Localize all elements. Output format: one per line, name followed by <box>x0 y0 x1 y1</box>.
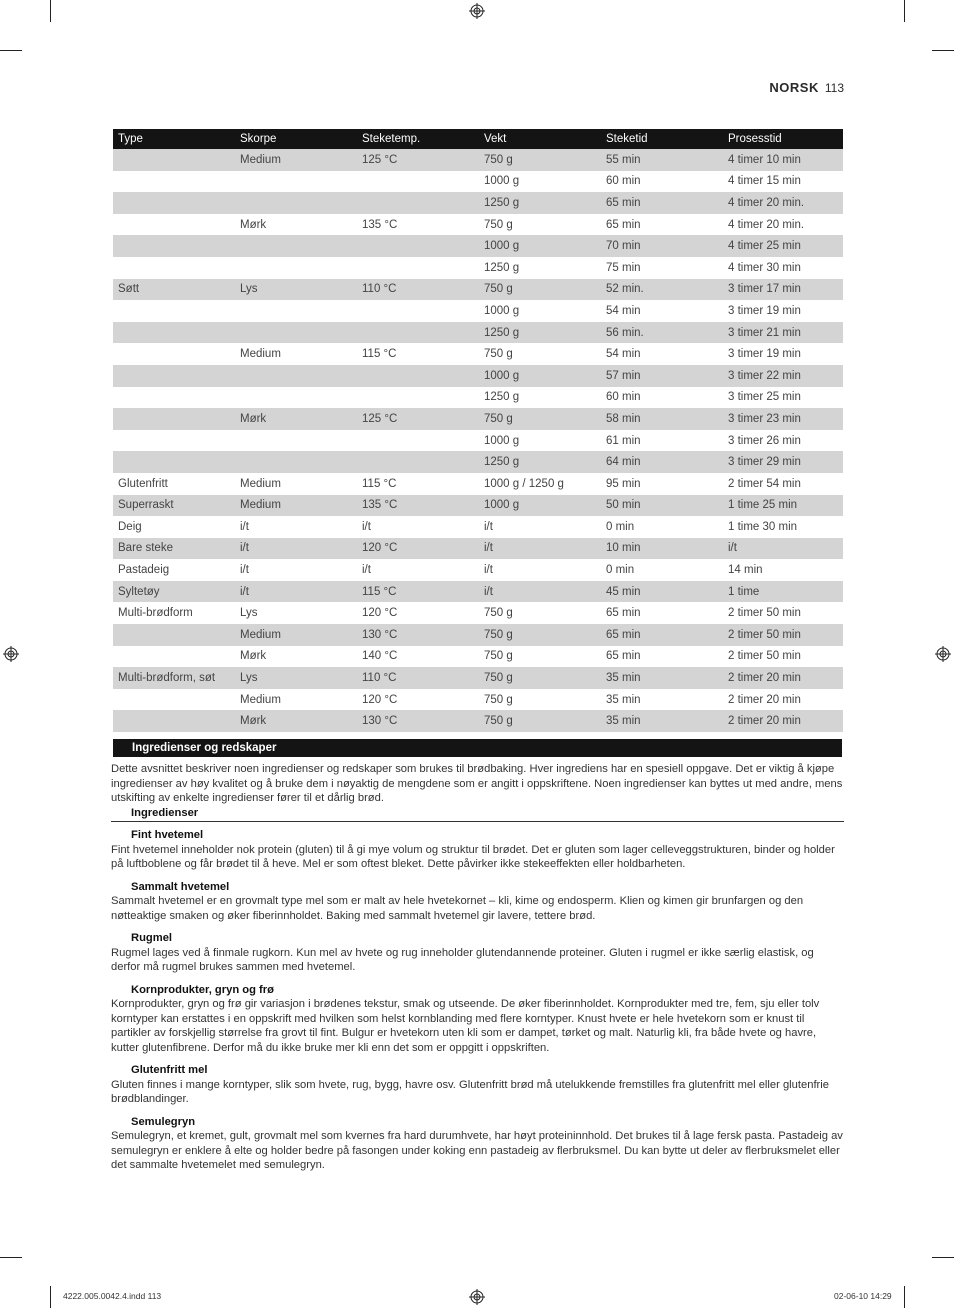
cell-crust: Lys <box>235 667 357 689</box>
cell-baking-time: 54 min <box>606 304 641 317</box>
cell-baking-time: 75 min <box>606 261 641 274</box>
cell-type <box>113 365 235 387</box>
table-row <box>113 171 843 193</box>
table-row <box>113 214 843 236</box>
cell-baking-time: 56 min. <box>601 322 723 344</box>
cell-process-time: 4 timer 15 min <box>728 175 801 188</box>
cell-type: Superraskt <box>113 495 235 517</box>
cell-crust: i/t <box>235 538 357 560</box>
table-row <box>113 300 843 322</box>
cell-weight: 1000 g <box>484 434 520 447</box>
cell-process-time: 4 timer 30 min <box>728 261 801 274</box>
cell-temperature <box>357 387 479 409</box>
table-row <box>113 559 843 581</box>
cell-process-time: 3 timer 26 min <box>728 434 801 447</box>
ingredient-item <box>111 1063 844 1107</box>
cell-weight: 1000 g <box>484 304 520 317</box>
ingredient-title: Glutenfritt mel <box>131 1064 208 1076</box>
cell-temperature <box>357 235 479 257</box>
cell-process-time: 3 timer 19 min <box>728 304 801 317</box>
table-row <box>113 279 843 301</box>
ingredient-list <box>111 828 844 1173</box>
cell-weight: 750 g <box>479 408 601 430</box>
cell-crust: Mørk <box>240 218 267 231</box>
cell-type <box>113 646 235 668</box>
cell-process-time: 4 timer 25 min <box>723 235 843 257</box>
table-row <box>113 646 843 668</box>
cell-type <box>113 257 235 279</box>
cell-process-time: 2 timer 50 min <box>723 624 843 646</box>
cell-process-time: 14 min <box>728 564 763 577</box>
cell-weight: 750 g <box>479 279 601 301</box>
cell-process-time: 3 timer 29 min <box>723 451 843 473</box>
cell-weight: 1250 g <box>484 391 520 404</box>
cell-baking-time: 65 min <box>601 192 723 214</box>
table-body <box>113 149 843 732</box>
cell-temperature <box>357 365 479 387</box>
cell-type: Bare steke <box>113 538 235 560</box>
ingredient-title: Semulegryn <box>131 1115 196 1128</box>
table-row <box>113 257 843 279</box>
cell-temperature <box>357 300 479 322</box>
cell-type <box>113 387 235 409</box>
crop-mark <box>50 1286 51 1308</box>
crop-mark <box>0 50 22 51</box>
ingredient-description: Fint hvetemel inneholder nok protein (gluten) til å gi mye volum og struktur til brødet. Det er gluten som lager celleveggstrukturen, binder og holder på luftboblene og får brødet til å heve. Mel er som oftest bleket. Dette påvirker ikke stekeeffekten eller holdbarheten. <box>111 843 835 870</box>
cell-crust <box>235 235 357 257</box>
cell-temperature <box>357 322 479 344</box>
cell-temperature: 135 °C <box>362 218 398 231</box>
cell-type <box>113 149 235 171</box>
cell-baking-time: 60 min <box>606 175 641 188</box>
cell-crust <box>235 365 357 387</box>
cell-baking-time: 52 min. <box>601 279 723 301</box>
cell-type: Syltetøy <box>113 581 235 603</box>
cell-baking-time: 70 min <box>601 235 723 257</box>
table-row <box>113 667 843 689</box>
cell-baking-time: 35 min <box>606 693 641 706</box>
cell-weight: 1250 g <box>479 322 601 344</box>
cell-temperature <box>357 192 479 214</box>
cell-temperature: 125 °C <box>357 408 479 430</box>
cell-process-time: 3 timer 17 min <box>723 279 843 301</box>
table-row <box>113 235 843 257</box>
cell-type <box>113 235 235 257</box>
cell-process-time: 1 time 25 min <box>723 495 843 517</box>
cell-baking-time: 65 min <box>606 218 641 231</box>
crop-mark <box>932 50 954 51</box>
cell-type <box>113 408 235 430</box>
ingredient-description: Semulegryn, et kremet, gult, grovmalt mel som kvernes fra hard durumhvete, har høyt proteininnhold. Det brukes til å lage fersk pasta. Pastadeig av semulegryn er enklere å elte og holder bedre på fasongen under koking enn pastadeig av flerbruksmel. Du kan bytte ut deler av flerbruksmelet eller det sammalte hvetemelet med semulegryn. <box>111 1130 843 1171</box>
section-content <box>111 762 844 1173</box>
table-row <box>113 365 843 387</box>
cell-crust: Medium <box>235 149 357 171</box>
table-row <box>113 387 843 409</box>
ingredient-item <box>111 1115 844 1173</box>
baking-program-table <box>113 129 843 732</box>
registration-mark-icon <box>469 3 485 19</box>
cell-temperature: 130 °C <box>357 624 479 646</box>
cell-baking-time: 55 min <box>601 149 723 171</box>
cell-crust <box>235 300 357 322</box>
table-row <box>113 473 843 495</box>
cell-type <box>113 689 235 711</box>
cell-process-time: 2 timer 50 min <box>728 607 801 620</box>
ingredient-item <box>111 931 844 975</box>
cell-temperature <box>357 171 479 193</box>
cell-crust <box>235 451 357 473</box>
table-header-row <box>113 129 843 149</box>
cell-process-time: 4 timer 10 min <box>723 149 843 171</box>
registration-mark-icon <box>3 646 19 662</box>
cell-type <box>113 343 235 365</box>
cell-type: Multi-brødform, søt <box>113 667 235 689</box>
cell-type: Deig <box>118 520 142 533</box>
cell-crust: Lys <box>235 279 357 301</box>
cell-crust <box>235 387 357 409</box>
cell-weight: 1000 g <box>479 495 601 517</box>
table-row <box>113 710 843 732</box>
cell-weight: 750 g <box>484 650 513 663</box>
cell-temperature: i/t <box>362 564 371 577</box>
cell-crust: Medium <box>240 348 281 361</box>
cell-baking-time: 95 min <box>606 477 641 490</box>
ingredient-title: Fint hvetemel <box>131 829 204 841</box>
cell-crust: Mørk <box>235 408 357 430</box>
cell-baking-time: 50 min <box>601 495 723 517</box>
cell-temperature: 115 °C <box>357 581 479 603</box>
cell-process-time: 3 timer 21 min <box>723 322 843 344</box>
ingredient-item <box>111 983 844 1056</box>
cell-weight: 750 g <box>479 667 601 689</box>
cell-baking-time: 0 min <box>606 520 635 533</box>
table-row <box>113 192 843 214</box>
column-header-type: Type <box>113 129 235 149</box>
crop-mark <box>0 1257 22 1258</box>
cell-crust: i/t <box>235 581 357 603</box>
cell-temperature <box>357 430 479 452</box>
cell-type: Søtt <box>113 279 235 301</box>
page-number: 113 <box>824 81 844 95</box>
cell-process-time: i/t <box>723 538 843 560</box>
cell-temperature: 110 °C <box>357 279 479 301</box>
section-title: Ingredienser og redskaper <box>132 742 277 754</box>
cell-weight: 1000 g / 1250 g <box>484 477 564 490</box>
cell-crust <box>235 257 357 279</box>
cell-temperature <box>357 257 479 279</box>
column-header-temperature: Steketemp. <box>357 129 479 149</box>
cell-crust: Medium <box>240 477 281 490</box>
cell-weight: 750 g <box>484 218 513 231</box>
cell-weight: 750 g <box>479 149 601 171</box>
ingredient-item <box>111 880 844 924</box>
table-row <box>113 624 843 646</box>
cell-baking-time: 65 min <box>606 650 641 663</box>
cell-process-time: 4 timer 20 min. <box>723 192 843 214</box>
cell-crust <box>235 430 357 452</box>
cell-weight: 750 g <box>484 348 513 361</box>
cell-crust <box>235 322 357 344</box>
cell-process-time: 4 timer 20 min. <box>728 218 805 231</box>
cell-baking-time: 10 min <box>601 538 723 560</box>
cell-crust <box>235 171 357 193</box>
registration-mark-icon <box>469 1289 485 1305</box>
cell-crust: Medium <box>240 693 281 706</box>
crop-mark <box>50 0 51 22</box>
table-row <box>113 495 843 517</box>
cell-baking-time: 61 min <box>606 434 641 447</box>
table-row <box>113 581 843 603</box>
cell-temperature: 125 °C <box>357 149 479 171</box>
cell-temperature: 120 °C <box>362 607 398 620</box>
footer-file-info: 4222.005.0042.4.indd 113 <box>63 1291 162 1301</box>
registration-mark-icon <box>935 646 951 662</box>
page-header <box>760 80 844 95</box>
crop-mark <box>904 0 905 22</box>
ingredient-item <box>111 828 844 872</box>
cell-weight: 750 g <box>484 693 513 706</box>
column-header-process-time: Prosesstid <box>723 129 843 149</box>
cell-process-time: 3 timer 23 min <box>723 408 843 430</box>
ingredient-title: Kornprodukter, gryn og frø <box>131 983 274 996</box>
column-header-baking-time: Steketid <box>601 129 723 149</box>
cell-crust: Lys <box>240 607 258 620</box>
cell-weight: i/t <box>479 581 601 603</box>
cell-temperature <box>357 451 479 473</box>
cell-baking-time: 65 min <box>606 607 641 620</box>
cell-crust: i/t <box>240 564 249 577</box>
cell-type <box>113 300 235 322</box>
cell-process-time: 2 timer 20 min <box>723 710 843 732</box>
ingredient-title: Sammalt hvetemel <box>131 880 230 893</box>
cell-weight: 1250 g <box>484 261 520 274</box>
table-row <box>113 538 843 560</box>
cell-temperature: 115 °C <box>362 348 397 361</box>
cell-weight: i/t <box>484 564 493 577</box>
ingredient-description: Kornprodukter, gryn og frø gir variasjon i brødenes tekstur, smak og utseende. De øker fiberinnholdet. Kornprodukter med tre, fem, sju eller tolv korntyper kan erstattes i en oppskrift med hvilken som helst kornblanding med flere korntyper. Knust hvete er hele hvetekorn som er knust til partikler av forskjellig størrelse fra grovt til fint. Bulgur er hvetekorn uten kli som er dampet, tørket og malt. Naturlig kli, fra både hvete og havre, kutter glutenfibrene. Derfor må du ikke bruke mer kli enn det som er oppgitt i oppskriften. <box>111 998 820 1054</box>
cell-weight: 750 g <box>484 607 513 620</box>
cell-temperature: 130 °C <box>357 710 479 732</box>
cell-baking-time: 45 min <box>601 581 723 603</box>
cell-crust <box>235 192 357 214</box>
table-row <box>113 602 843 624</box>
cell-baking-time: 57 min <box>601 365 723 387</box>
ingredient-description: Rugmel lages ved å finmale rugkorn. Kun mel av hvete og rug inneholder glutendannende proteiner. Gluten i rugmel er ikke særlig elastisk, og derfor må rugmel brukes sammen med hvetemel. <box>111 946 814 973</box>
column-header-crust: Skorpe <box>235 129 357 149</box>
table-row <box>113 689 843 711</box>
cell-baking-time: 60 min <box>606 391 641 404</box>
cell-process-time: 2 timer 20 min <box>723 667 843 689</box>
cell-process-time: 3 timer 22 min <box>723 365 843 387</box>
cell-weight: 1000 g <box>484 175 520 188</box>
cell-type <box>113 322 235 344</box>
cell-weight: 1250 g <box>479 451 601 473</box>
cell-process-time: 2 timer 20 min <box>728 693 801 706</box>
ingredient-description: Gluten finnes i mange korntyper, slik som hvete, rug, bygg, havre osv. Glutenfritt brød må utelukkende fremstilles fra glutenfritt mel eller glutenfrie brødblandinger. <box>111 1078 829 1105</box>
crop-mark <box>904 1286 905 1308</box>
ingredients-subheading: Ingredienser <box>111 806 844 823</box>
cell-type <box>113 430 235 452</box>
cell-type <box>113 451 235 473</box>
cell-crust: Mørk <box>240 650 267 663</box>
cell-baking-time: 64 min <box>601 451 723 473</box>
cell-weight: 1250 g <box>479 192 601 214</box>
cell-type <box>113 171 235 193</box>
cell-process-time: 1 time 30 min <box>728 520 798 533</box>
cell-crust: Medium <box>235 495 357 517</box>
cell-baking-time: 0 min <box>606 564 635 577</box>
intro-paragraph: Dette avsnittet beskriver noen ingredienser og redskaper som brukes til brødbaking. Hver ingrediens har en spesiell oppgave. Det er viktig å kjøpe ingredienser av høy kvalitet og å bruke dem i nøyaktig de mengdene som er angitt i oppskriftene. Noen ingredienser kan byttes ut med andre, mens utskifting av enkelte ingredienser fører til et dårlig brød. <box>111 763 843 804</box>
cell-temperature: 110 °C <box>357 667 479 689</box>
cell-temperature: 120 °C <box>357 538 479 560</box>
cell-type: Multi-brødform <box>118 607 193 620</box>
crop-mark <box>932 1257 954 1258</box>
cell-baking-time: 65 min <box>601 624 723 646</box>
language-label: NORSK <box>769 80 819 95</box>
cell-process-time: 2 timer 50 min <box>728 650 801 663</box>
cell-type <box>113 192 235 214</box>
cell-baking-time: 35 min <box>601 710 723 732</box>
cell-weight: i/t <box>484 520 493 533</box>
column-header-weight: Vekt <box>479 129 601 149</box>
section-title-bar <box>113 739 842 757</box>
cell-temperature: 120 °C <box>362 693 398 706</box>
cell-crust: Medium <box>235 624 357 646</box>
table-row <box>113 451 843 473</box>
cell-type: Glutenfritt <box>118 477 168 490</box>
cell-baking-time: 35 min <box>601 667 723 689</box>
cell-process-time: 2 timer 54 min <box>728 477 801 490</box>
cell-process-time: 3 timer 19 min <box>728 348 801 361</box>
cell-temperature: 135 °C <box>357 495 479 517</box>
ingredient-description: Sammalt hvetemel er en grovmalt type mel som er malt av hele hvetekornet – kli, kime og endosperm. Klien og kimen gir brunfargen og den nøtteaktige smaken og øker fiberinnholdet. Baking med sammalt hvetemel gir lavere, tettere brød. <box>111 895 804 922</box>
footer-date: 02-06-10 14:29 <box>834 1291 892 1301</box>
cell-process-time: 3 timer 25 min <box>728 391 801 404</box>
cell-crust: Mørk <box>235 710 357 732</box>
cell-process-time: 1 time <box>723 581 843 603</box>
cell-temperature: 140 °C <box>362 650 398 663</box>
table-row <box>113 430 843 452</box>
cell-weight: 1000 g <box>479 235 601 257</box>
cell-type <box>113 624 235 646</box>
cell-baking-time: 58 min <box>601 408 723 430</box>
table-row <box>113 408 843 430</box>
cell-weight: 750 g <box>479 624 601 646</box>
cell-weight: i/t <box>479 538 601 560</box>
cell-temperature: 115 °C <box>362 477 397 490</box>
table-row <box>113 343 843 365</box>
cell-weight: 1000 g <box>479 365 601 387</box>
table-row <box>113 322 843 344</box>
cell-weight: 750 g <box>479 710 601 732</box>
cell-baking-time: 54 min <box>606 348 641 361</box>
table-row <box>113 149 843 171</box>
cell-type <box>113 214 235 236</box>
cell-crust: i/t <box>240 520 249 533</box>
cell-temperature: i/t <box>362 520 371 533</box>
ingredient-title: Rugmel <box>131 932 173 944</box>
cell-type: Pastadeig <box>118 564 170 577</box>
table-row <box>113 516 843 538</box>
cell-type <box>113 710 235 732</box>
